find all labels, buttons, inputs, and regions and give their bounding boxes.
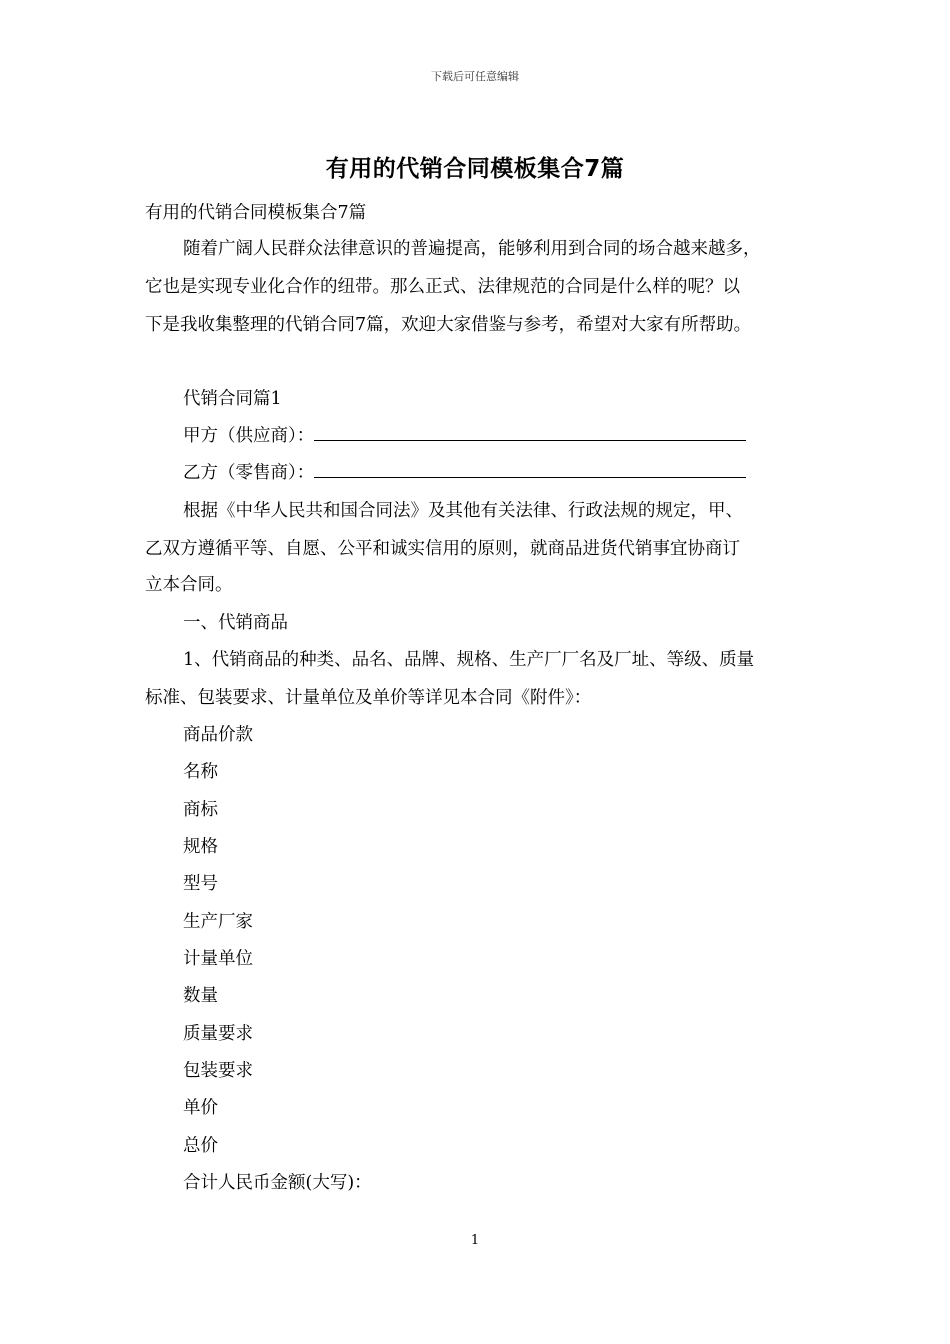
field-item: 计量单位: [183, 949, 253, 969]
party-b-row: [183, 463, 746, 483]
page-number: 1: [470, 1233, 480, 1248]
field-item: 规格: [183, 837, 218, 857]
intro-line-3: 下是我收集整理的代销合同7篇，欢迎大家借鉴与参考，希望对大家有所帮助。: [145, 315, 752, 335]
party-b-blank: [314, 463, 746, 478]
section-title: 代销合同篇1: [183, 389, 282, 409]
header-note: 下载后可任意编辑: [431, 70, 519, 83]
field-item: 数量: [183, 986, 218, 1006]
field-item: 单价: [183, 1098, 218, 1118]
intro-line-2: 它也是实现专业化合作的纽带。那么正式、法律规范的合同是什么样的呢？以: [145, 277, 740, 297]
field-item: 商标: [183, 800, 218, 820]
clause-1-item-1-line-1: 1、代销商品的种类、品名、品牌、规格、生产厂厂名及厂址、等级、质量: [183, 650, 755, 670]
field-item: 生产厂家: [183, 912, 253, 932]
subtitle: 有用的代销合同模板集合7篇: [145, 203, 367, 223]
basis-line-3: 立本合同。: [145, 575, 233, 595]
field-item: 名称: [183, 762, 218, 782]
field-item: 型号: [183, 874, 218, 894]
field-item: 合计人民币金额(大写)：: [183, 1173, 372, 1193]
basis-line-1: 根据《中华人民共和国合同法》及其他有关法律、行政法规的规定，甲、: [183, 501, 743, 521]
field-item: 总价: [183, 1136, 218, 1156]
document-title: 有用的代销合同模板集合7篇: [325, 156, 625, 182]
party-a-row: [183, 426, 746, 446]
intro-line-1: 随着广阔人民群众法律意识的普遍提高，能够利用到合同的场合越来越多，: [183, 239, 761, 259]
basis-line-2: 乙双方遵循平等、自愿、公平和诚实信用的原则，就商品进货代销事宜协商订: [145, 539, 740, 559]
clause-1-heading: 一、代销商品: [183, 613, 288, 633]
clause-1-item-1-line-2: 标准、包装要求、计量单位及单价等详见本合同《附件》：: [145, 688, 592, 708]
field-item: 质量要求: [183, 1024, 253, 1044]
party-a-blank: [314, 426, 746, 441]
field-item: 商品价款: [183, 725, 253, 745]
field-item: 包装要求: [183, 1061, 253, 1081]
party-b-label: 乙方（零售商）：: [183, 463, 315, 483]
party-a-label: 甲方（供应商）：: [183, 426, 315, 446]
